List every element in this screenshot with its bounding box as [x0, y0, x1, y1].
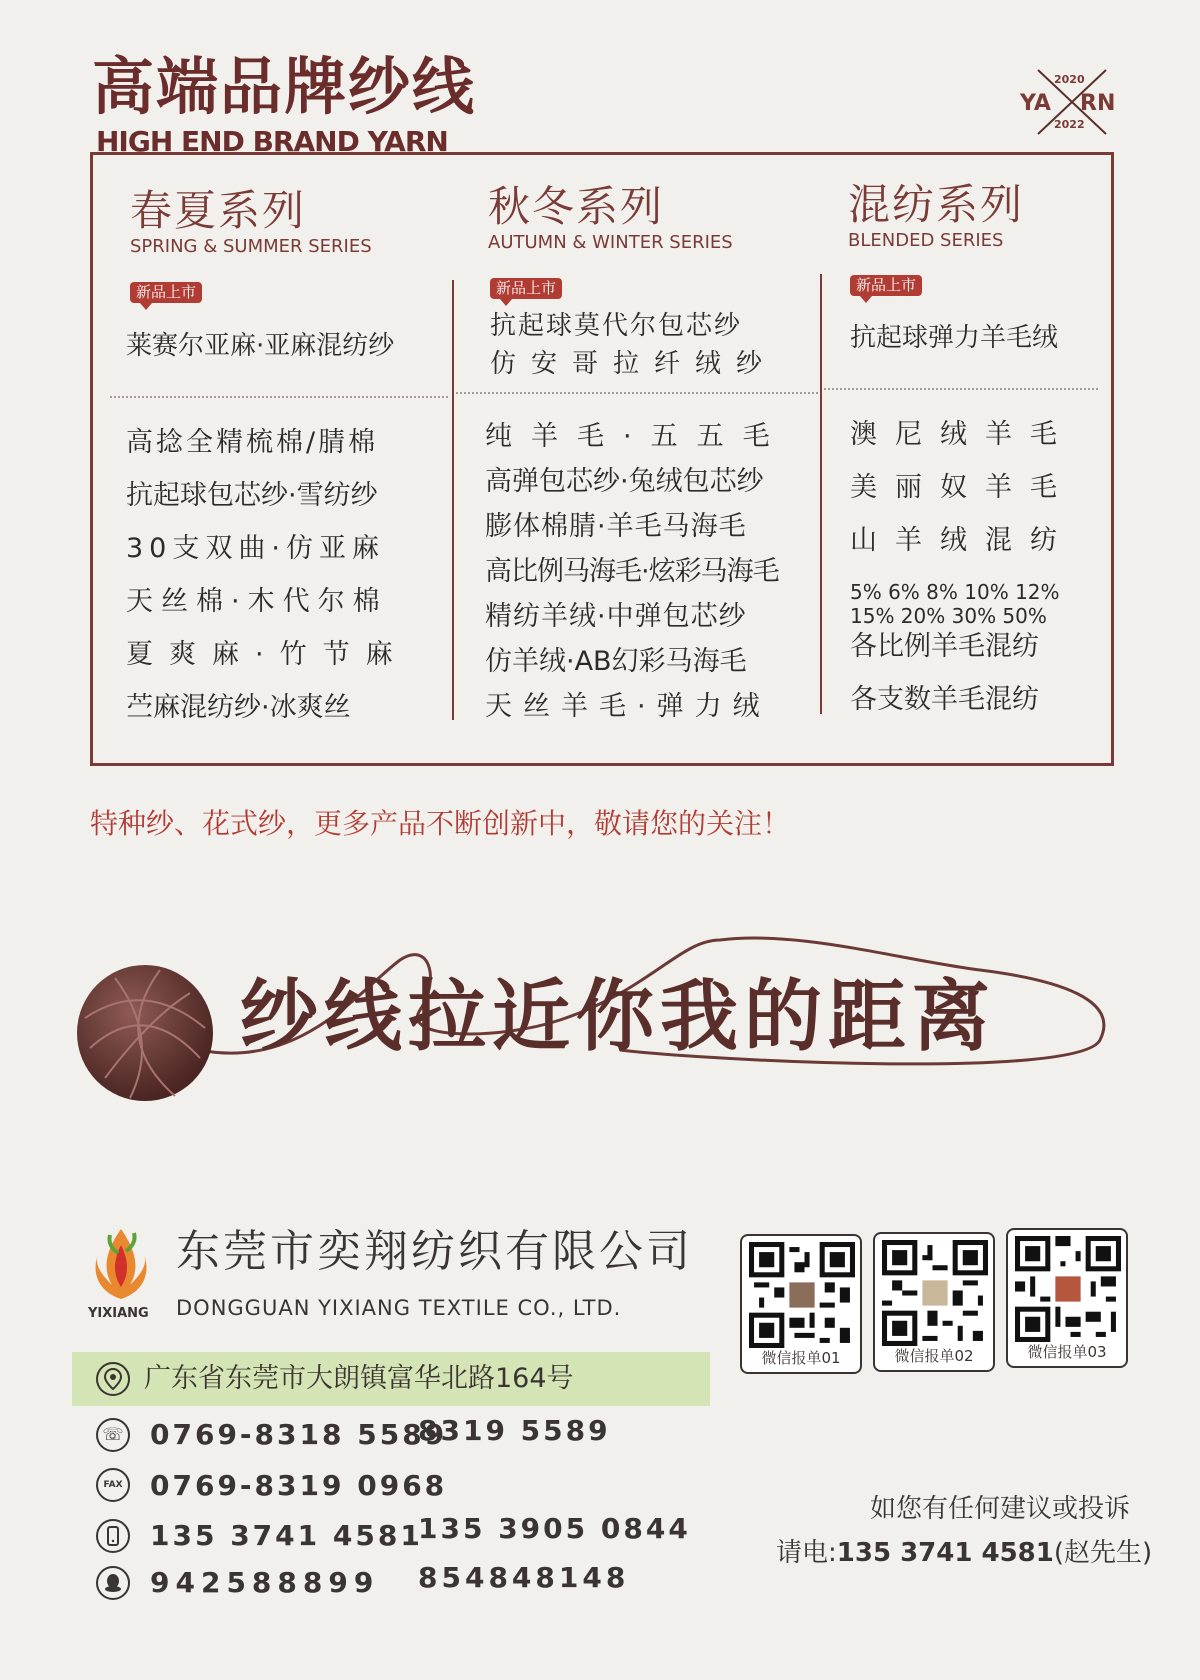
blended-list [850, 408, 1075, 567]
page-title: 高端品牌纱线 [92, 50, 477, 123]
qq-number: 942588899 [150, 1566, 380, 1599]
list-item: 苎麻混纺纱·冰爽丝 [126, 692, 351, 723]
list-item: 各支数羊毛混纺 [850, 684, 1039, 715]
logo-text-left: YA [1020, 91, 1051, 116]
list-item: 抗起球包芯纱·雪纺纱 [126, 480, 378, 511]
new-product-tag: 新品上市 [490, 278, 562, 299]
slogan: 纱线拉近你我的距离 [240, 972, 997, 1062]
qr-pattern [882, 1240, 988, 1346]
list-item: 各比例羊毛混纺 [850, 631, 1039, 662]
qr-pattern [1015, 1236, 1121, 1342]
qr-caption: 微信报单03 [1027, 1343, 1107, 1361]
dotted-divider [110, 396, 448, 398]
qr-code-3[interactable] [1006, 1228, 1128, 1368]
dotted-divider [824, 388, 1098, 390]
mobile-number: 135 3905 0844 [418, 1512, 691, 1545]
qq-icon [96, 1566, 130, 1600]
new-item: 莱赛尔亚麻·亚麻混纺纱 [126, 331, 395, 361]
list-item: 膨体棉腈·羊毛马海毛 [485, 511, 747, 542]
list-item: 仿羊绒·AB幻彩马海毛 [485, 646, 747, 677]
spring-summer-header [130, 186, 372, 257]
logo-year-bottom: 2022 [1054, 118, 1085, 131]
complaint-hotline [776, 1538, 1153, 1568]
autumn-winter-header [488, 182, 733, 253]
hotline-prefix: 请电: [776, 1538, 837, 1568]
company-name-cn: 东莞市奕翔纺织有限公司 [176, 1226, 693, 1277]
list-item: 纯羊毛·五五毛 [485, 421, 789, 452]
company-logo [90, 1225, 152, 1303]
yarn-logo [1020, 66, 1120, 138]
new-item: 抗起球弹力羊毛绒 [850, 323, 1059, 353]
phone-number: 8319 5589 [418, 1414, 611, 1447]
new-item: 仿安哥拉纤绒纱 [490, 349, 778, 379]
autumn-winter-list [485, 414, 789, 729]
list-item: 天丝棉·木代尔棉 [126, 586, 388, 617]
qr-code-1[interactable] [740, 1234, 862, 1374]
logo-text-right: RN [1080, 91, 1116, 116]
qq-number: 854848148 [418, 1561, 630, 1594]
list-item: 精纺羊绒·中弹包芯纱 [485, 601, 747, 632]
phone-number: 0769-8318 5589 [150, 1418, 448, 1451]
blended-header [848, 180, 1025, 251]
column-divider [452, 280, 454, 720]
list-item: 高弹包芯纱·兔绒包芯纱 [485, 466, 764, 497]
logo-year-top: 2020 [1054, 73, 1085, 86]
column-subtitle: SPRING & SUMMER SERIES [130, 236, 372, 257]
location-icon [96, 1362, 130, 1396]
mobile-number: 135 3741 4581 [150, 1519, 423, 1552]
notice-text: 特种纱、花式纱，更多产品不断创新中，敬请您的关注！ [90, 807, 791, 840]
new-item: 抗起球莫代尔包芯纱 [490, 311, 743, 341]
company-name-en: DONGGUAN YIXIANG TEXTILE CO., LTD. [176, 1296, 622, 1320]
new-product-tag: 新品上市 [850, 275, 922, 296]
list-item: 夏爽麻·竹节麻 [126, 639, 409, 670]
mobile-icon [96, 1519, 130, 1553]
logo-wordmark: YIXIANG [88, 1306, 149, 1321]
column-title: 混纺系列 [848, 180, 1025, 229]
fax-number: 0769-8319 0968 [150, 1469, 448, 1502]
list-item: 澳尼绒羊毛 [850, 419, 1075, 450]
blended-list-extra [850, 624, 1039, 722]
percent-row: 5% 6% 8% 10% 12% [850, 580, 1060, 604]
list-item: 山羊绒混纺 [850, 525, 1075, 556]
hotline-number: 135 3741 4581 [836, 1538, 1054, 1568]
yarn-ball-image [70, 958, 220, 1108]
list-item: 高捻全精梳棉/腈棉 [126, 427, 379, 458]
column-subtitle: BLENDED SERIES [848, 230, 1004, 251]
blend-ratios [850, 580, 1060, 628]
list-item: 30支双曲·仿亚麻 [126, 533, 385, 564]
qr-caption: 微信报单02 [894, 1347, 974, 1365]
new-product-tag: 新品上市 [130, 282, 202, 303]
column-title: 春夏系列 [130, 186, 307, 235]
spring-summer-list [126, 416, 409, 734]
column-divider [820, 274, 822, 714]
list-item: 天丝羊毛·弹力绒 [485, 691, 771, 722]
dotted-divider [456, 392, 818, 394]
list-item: 高比例马海毛·炫彩马海毛 [485, 556, 779, 587]
page-subtitle: HIGH END BRAND YARN [96, 125, 448, 158]
qr-caption: 微信报单01 [761, 1349, 841, 1367]
qr-code-2[interactable] [873, 1232, 995, 1372]
phone-icon: ☏ [96, 1418, 130, 1452]
qr-pattern [749, 1242, 855, 1348]
column-title: 秋冬系列 [488, 182, 665, 231]
fax-icon: FAX [96, 1468, 130, 1502]
company-address: 广东省东莞市大朗镇富华北路164号 [144, 1363, 574, 1394]
hotline-contact: (赵先生) [1053, 1538, 1153, 1568]
column-subtitle: AUTUMN & WINTER SERIES [488, 232, 733, 253]
list-item: 美丽奴羊毛 [850, 472, 1075, 503]
percent-row: 15% 20% 30% 50% [850, 604, 1047, 628]
suggestion-text: 如您有任何建议或投诉 [869, 1494, 1130, 1524]
